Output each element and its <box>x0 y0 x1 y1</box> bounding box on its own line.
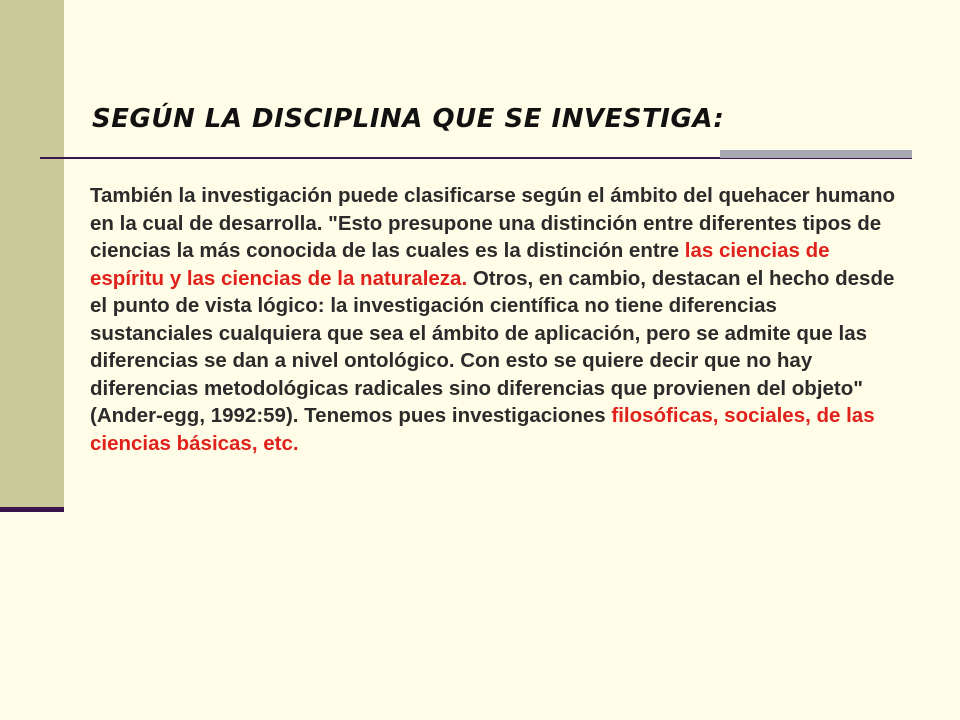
paragraph-text-part1: También la investigación puede clasificarse según el ámbito del quehacer humano en la cual de desarrolla. "Esto presupone una distinción entre diferentes tipos de ciencias la más conocida de las cuales es la distinción entre <box>90 184 896 262</box>
left-bar-underline <box>0 507 64 512</box>
slide-title: SEGÚN LA DISCIPLINA QUE SE INVESTIGA: <box>92 104 725 134</box>
paragraph-text-part2: Otros, en cambio, destacan el hecho desde el punto de vista lógico: la investigación científica no tiene diferencias sustanciales cualquiera que sea el ámbito de aplicación, pero se admite que las diferencias se dan a nivel ontológico. Con esto se quiere decir que no hay diferencias metodológicas radicales sino diferencias que provienen del objeto" (Ander-egg, 1992:59). Tenemos pues investigaciones <box>90 266 895 427</box>
title-divider-accent <box>720 150 912 158</box>
highlight-tipos-investigaciones: filosóficas, sociales, de las ciencias básicas, etc. <box>90 404 875 455</box>
body-paragraph <box>90 182 902 457</box>
highlight-ciencias-espiritu-naturaleza: las ciencias de espíritu y las ciencias de la naturaleza. <box>90 239 830 290</box>
left-decorative-bar <box>0 0 64 512</box>
